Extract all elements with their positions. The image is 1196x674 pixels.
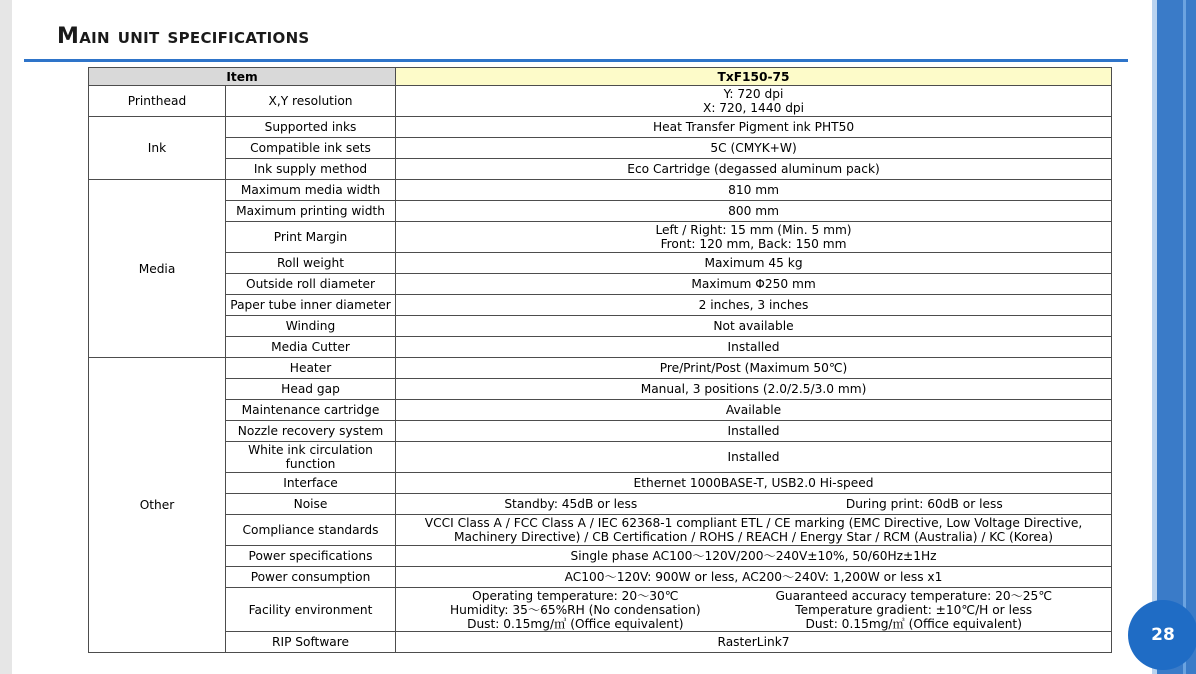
row-value: 800 mm <box>396 201 1112 222</box>
header-item: Item <box>89 68 396 86</box>
row-label: Power consumption <box>226 567 396 588</box>
label-line: White ink circulation <box>248 443 373 457</box>
table-row <box>89 473 1112 494</box>
value-line: Guaranteed accuracy temperature: 20～25℃ <box>775 588 1053 603</box>
table-row <box>89 442 1112 473</box>
row-label: Print Margin <box>226 222 396 253</box>
row-value: Maximum Φ250 mm <box>396 274 1112 295</box>
row-value: Ethernet 1000BASE-T, USB2.0 Hi-speed <box>396 473 1112 494</box>
row-value: Maximum 45 kg <box>396 253 1112 274</box>
table-header-row <box>89 68 1112 86</box>
value-line: Operating temperature: 20～30℃ <box>472 588 679 603</box>
row-label: Interface <box>226 473 396 494</box>
row-value <box>396 588 1112 632</box>
label-line: function <box>285 457 336 471</box>
row-label: Heater <box>226 358 396 379</box>
facility-left-column <box>450 589 701 631</box>
row-value: Heat Transfer Pigment ink PHT50 <box>396 117 1112 138</box>
page-title: Main unit specifications <box>57 24 310 49</box>
row-value <box>396 86 1112 117</box>
row-label: Noise <box>226 494 396 515</box>
row-label: Paper tube inner diameter <box>226 295 396 316</box>
row-label: Outside roll diameter <box>226 274 396 295</box>
row-value <box>396 494 1112 515</box>
row-value: Single phase AC100～120V/200～240V±10%, 50/60Hz±1Hz <box>396 546 1112 567</box>
row-value: Installed <box>396 337 1112 358</box>
table-row <box>89 180 1112 201</box>
value-line: Dust: 0.15mg/㎥ (Office equivalent) <box>805 616 1022 631</box>
row-label: Facility environment <box>226 588 396 632</box>
right-decorative-band <box>1152 0 1196 674</box>
row-value: Installed <box>396 442 1112 473</box>
row-label: Nozzle recovery system <box>226 421 396 442</box>
row-label <box>226 442 396 473</box>
row-label: Compliance standards <box>226 515 396 546</box>
table-row <box>89 201 1112 222</box>
table-row <box>89 222 1112 253</box>
table-row <box>89 379 1112 400</box>
row-value: 2 inches, 3 inches <box>396 295 1112 316</box>
table-row <box>89 546 1112 567</box>
table-row <box>89 274 1112 295</box>
row-value: Installed <box>396 421 1112 442</box>
table-row <box>89 515 1112 546</box>
right-band-highlight <box>1152 0 1157 674</box>
table-row <box>89 316 1112 337</box>
row-value: AC100～120V: 900W or less, AC200～240V: 1,200W or less x1 <box>396 567 1112 588</box>
facility-right-column <box>775 589 1052 631</box>
spec-table <box>88 67 1112 653</box>
value-line: VCCI Class A / FCC Class A / IEC 62368-1 compliant ETL / CE marking (EMC Directive, Low Voltage Directive, <box>424 516 1083 530</box>
row-label: Compatible ink sets <box>226 138 396 159</box>
table-row <box>89 358 1112 379</box>
group-other: Other <box>89 358 226 653</box>
noise-printing: During print: 60dB or less <box>845 497 1003 511</box>
title-underline <box>24 59 1128 62</box>
row-value: 810 mm <box>396 180 1112 201</box>
row-value: RasterLink7 <box>396 632 1112 653</box>
table-row <box>89 421 1112 442</box>
table-row <box>89 337 1112 358</box>
row-label: Media Cutter <box>226 337 396 358</box>
table-row <box>89 588 1112 632</box>
header-model: TxF150-75 <box>396 68 1112 86</box>
value-line: X: 720, 1440 dpi <box>702 101 805 115</box>
value-line: Front: 120 mm, Back: 150 mm <box>660 237 847 251</box>
left-margin-bar <box>0 0 12 674</box>
row-label: Maximum media width <box>226 180 396 201</box>
value-line: Left / Right: 15 mm (Min. 5 mm) <box>655 223 852 237</box>
row-value: Available <box>396 400 1112 421</box>
row-label: Head gap <box>226 379 396 400</box>
table-row <box>89 567 1112 588</box>
group-ink: Ink <box>89 117 226 180</box>
row-label: Power specifications <box>226 546 396 567</box>
row-label: Maximum printing width <box>226 201 396 222</box>
noise-standby: Standby: 45dB or less <box>504 497 638 511</box>
row-value: Manual, 3 positions (2.0/2.5/3.0 mm) <box>396 379 1112 400</box>
table-row <box>89 494 1112 515</box>
table-row <box>89 117 1112 138</box>
value-line: Temperature gradient: ±10℃/H or less <box>795 602 1033 617</box>
group-printhead: Printhead <box>89 86 226 117</box>
row-label: Supported inks <box>226 117 396 138</box>
value-line: Y: 720 dpi <box>723 87 784 101</box>
row-label: Winding <box>226 316 396 337</box>
row-label: Ink supply method <box>226 159 396 180</box>
row-value: Pre/Print/Post (Maximum 50℃) <box>396 358 1112 379</box>
row-value: Not available <box>396 316 1112 337</box>
value-line: Machinery Directive) / CB Certification / ROHS / REACH / Energy Star / RCM (Australia) / KC (Korea) <box>453 530 1054 544</box>
table-row <box>89 632 1112 653</box>
row-value: 5C (CMYK+W) <box>396 138 1112 159</box>
table-row <box>89 138 1112 159</box>
row-value: Eco Cartridge (degassed aluminum pack) <box>396 159 1112 180</box>
row-label: Roll weight <box>226 253 396 274</box>
table-row <box>89 400 1112 421</box>
table-row <box>89 159 1112 180</box>
value-line: Dust: 0.15mg/㎥ (Office equivalent) <box>467 616 684 631</box>
table-row <box>89 253 1112 274</box>
table-row <box>89 86 1112 117</box>
group-media: Media <box>89 180 226 358</box>
row-label: Maintenance cartridge <box>226 400 396 421</box>
value-line: Humidity: 35～65%RH (No condensation) <box>450 602 701 617</box>
row-value <box>396 515 1112 546</box>
table-row <box>89 295 1112 316</box>
page-number-badge: 28 <box>1128 600 1196 670</box>
row-value <box>396 222 1112 253</box>
row-label: X,Y resolution <box>226 86 396 117</box>
row-label: RIP Software <box>226 632 396 653</box>
right-band-stripe <box>1183 0 1186 674</box>
